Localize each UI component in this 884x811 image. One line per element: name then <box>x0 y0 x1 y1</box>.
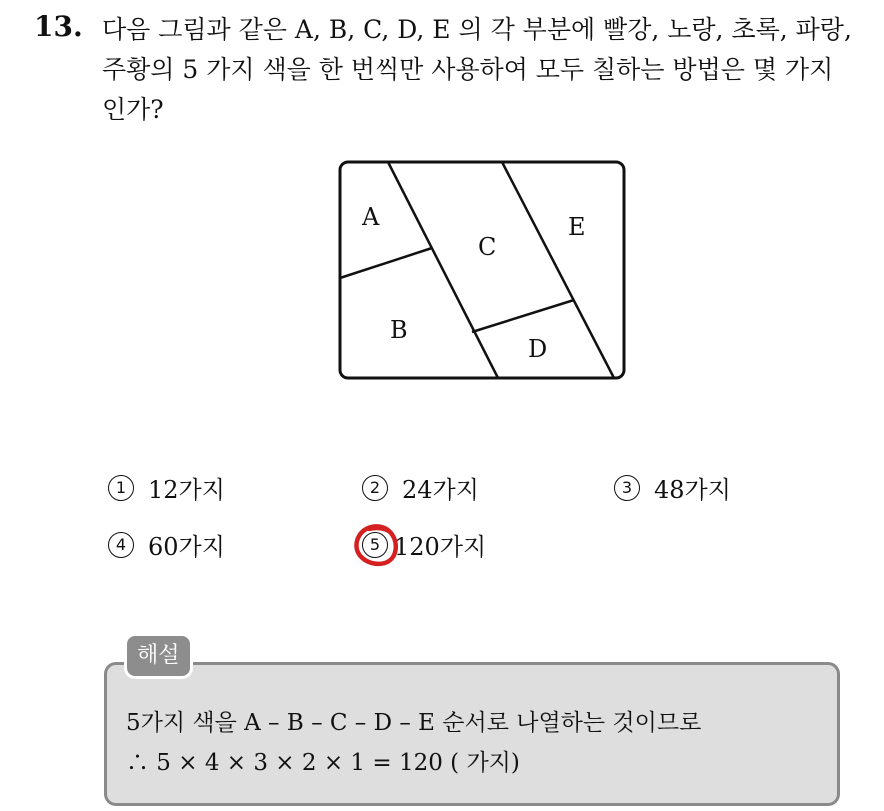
region-diagram <box>336 158 628 384</box>
question-line-1: 다음 그림과 같은 A, B, C, D, E 의 각 부분에 빨강, 노랑, 초록, 파랑, <box>102 15 852 44</box>
divider-right-slant <box>502 162 614 378</box>
choice-marker-4: 4 <box>108 532 134 558</box>
region-diagram-svg <box>336 158 628 384</box>
divider-left-slant <box>388 162 498 378</box>
question-line-3: 인가? <box>102 95 164 124</box>
choice-5[interactable] <box>362 527 486 562</box>
choice-marker-1: 1 <box>108 475 134 501</box>
region-label-c: C <box>478 233 497 261</box>
region-label-b: B <box>390 316 408 344</box>
region-label-d: D <box>528 335 548 363</box>
choice-4[interactable] <box>108 527 225 562</box>
question-line-2: 주황의 5 가지 색을 한 번씩만 사용하여 모두 칠하는 방법은 몇 가지 <box>102 55 834 84</box>
choice-marker-5: 5 <box>362 532 388 558</box>
choice-2[interactable] <box>362 470 479 505</box>
choice-text-3: 48가지 <box>654 476 731 504</box>
region-label-e: E <box>568 213 586 241</box>
choice-text-5: 120가지 <box>394 533 487 561</box>
solution-tag: 해설 <box>127 636 190 676</box>
divider-c-d <box>472 300 574 332</box>
choice-marker-2: 2 <box>362 475 388 501</box>
choice-marker-3: 3 <box>614 475 640 501</box>
choice-1[interactable] <box>108 470 225 505</box>
region-label-a: A <box>362 203 380 231</box>
choice-text-2: 24가지 <box>402 476 479 504</box>
choice-text-1: 12가지 <box>148 476 225 504</box>
choice-text-4: 60가지 <box>148 533 225 561</box>
question-number: 13. <box>34 10 83 43</box>
solution-line-1: 5가지 색을 A – B – C – D – E 순서로 나열하는 것이므로 <box>126 710 702 736</box>
question-text <box>102 10 862 130</box>
solution-line-2: ∴ 5 × 4 × 3 × 2 × 1 = 120 ( 가지) <box>126 750 520 776</box>
choice-3[interactable] <box>614 470 731 505</box>
divider-a-b <box>340 248 432 278</box>
